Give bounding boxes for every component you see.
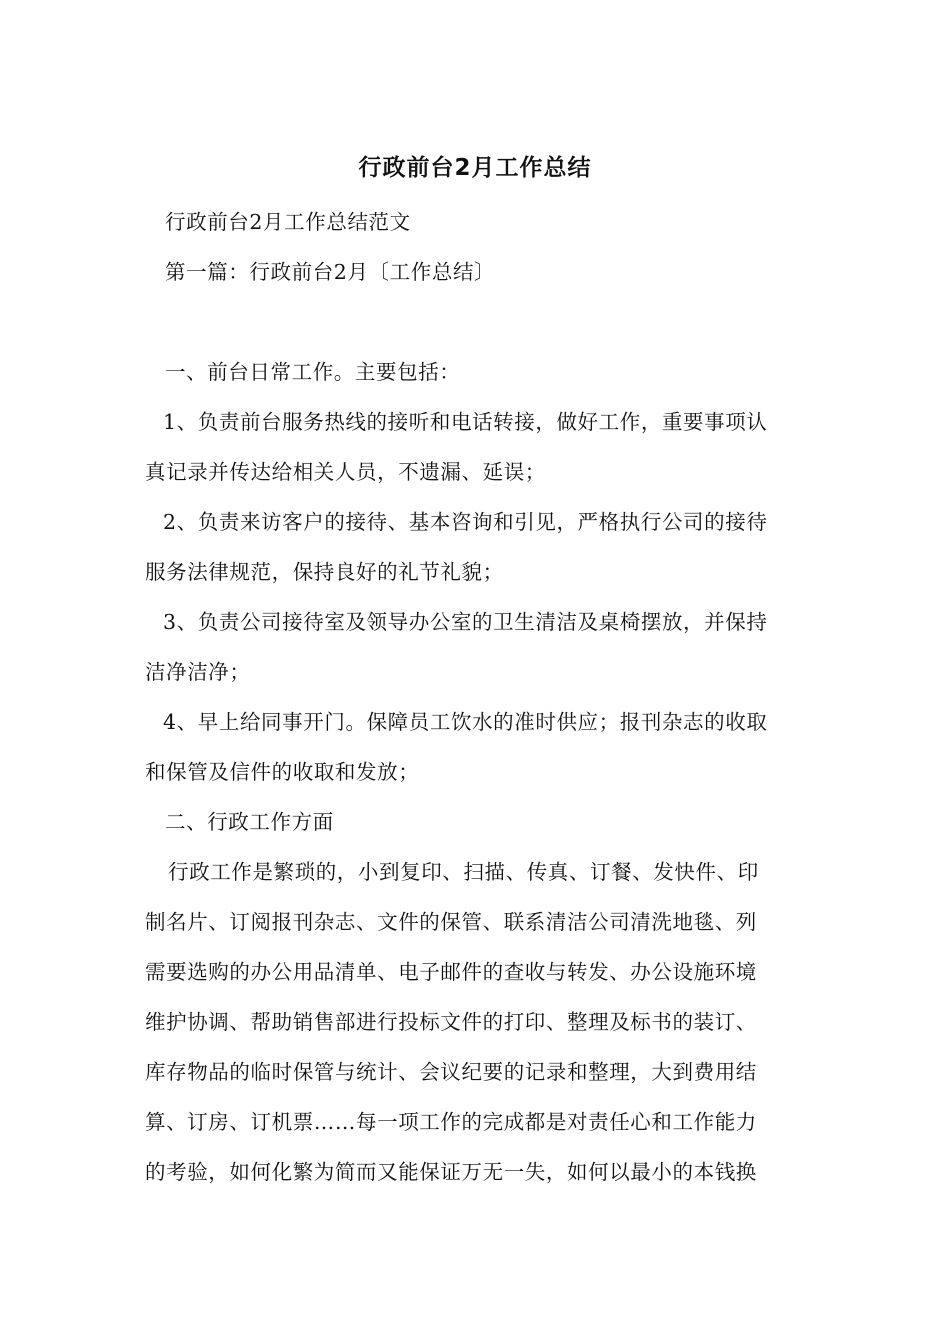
section2-heading: 二、行政工作方面 <box>165 810 334 834</box>
section2-paragraph-line: 算、订房、订机票……每一项工作的完成都是对责任心和工作能力 <box>145 1110 757 1134</box>
item3-line2: 洁净洁净； <box>145 660 251 684</box>
item4-line1: 4、早上给同事开门。保障员工饮水的准时供应；报刊杂志的收取 <box>163 710 768 734</box>
chapter-heading: 第一篇：行政前台2月〔工作总结〕 <box>165 260 496 284</box>
section2-paragraph-line: 的考验，如何化繁为简而又能保证万无一失，如何以最小的本钱换 <box>145 1160 757 1184</box>
item3-line1: 3、负责公司接待室及领导办公室的卫生清洁及桌椅摆放，并保持 <box>163 610 768 634</box>
section2-paragraph-line: 行政工作是繁琐的，小到复印、扫描、传真、订餐、发快件、印 <box>168 860 759 884</box>
item1-line1: 1、负责前台服务热线的接听和电话转接，做好工作，重要事项认 <box>163 410 768 434</box>
section2-paragraph-line: 维护协调、帮助销售部进行投标文件的打印、整理及标书的装订、 <box>145 1010 757 1034</box>
document-title: 行政前台2月工作总结 <box>358 155 592 181</box>
section2-paragraph-line: 制名片、订阅报刊杂志、文件的保管、联系清洁公司清洗地毯、列 <box>145 910 757 934</box>
section2-paragraph-line: 需要选购的办公用品清单、电子邮件的查收与转发、办公设施环境 <box>145 960 757 984</box>
item1-line2: 真记录并传达给相关人员，不遗漏、延误； <box>145 460 546 484</box>
subtitle: 行政前台2月工作总结范文 <box>165 210 411 234</box>
item4-line2: 和保管及信件的收取和发放； <box>145 760 420 784</box>
item2-line2: 服务法律规范，保持良好的礼节礼貌； <box>145 560 504 584</box>
section1-heading: 一、前台日常工作。主要包括： <box>165 360 461 384</box>
section2-paragraph-line: 库存物品的临时保管与统计、会议纪要的记录和整理，大到费用结 <box>145 1060 757 1084</box>
item2-line1: 2、负责来访客户的接待、基本咨询和引见，严格执行公司的接待 <box>163 510 768 534</box>
